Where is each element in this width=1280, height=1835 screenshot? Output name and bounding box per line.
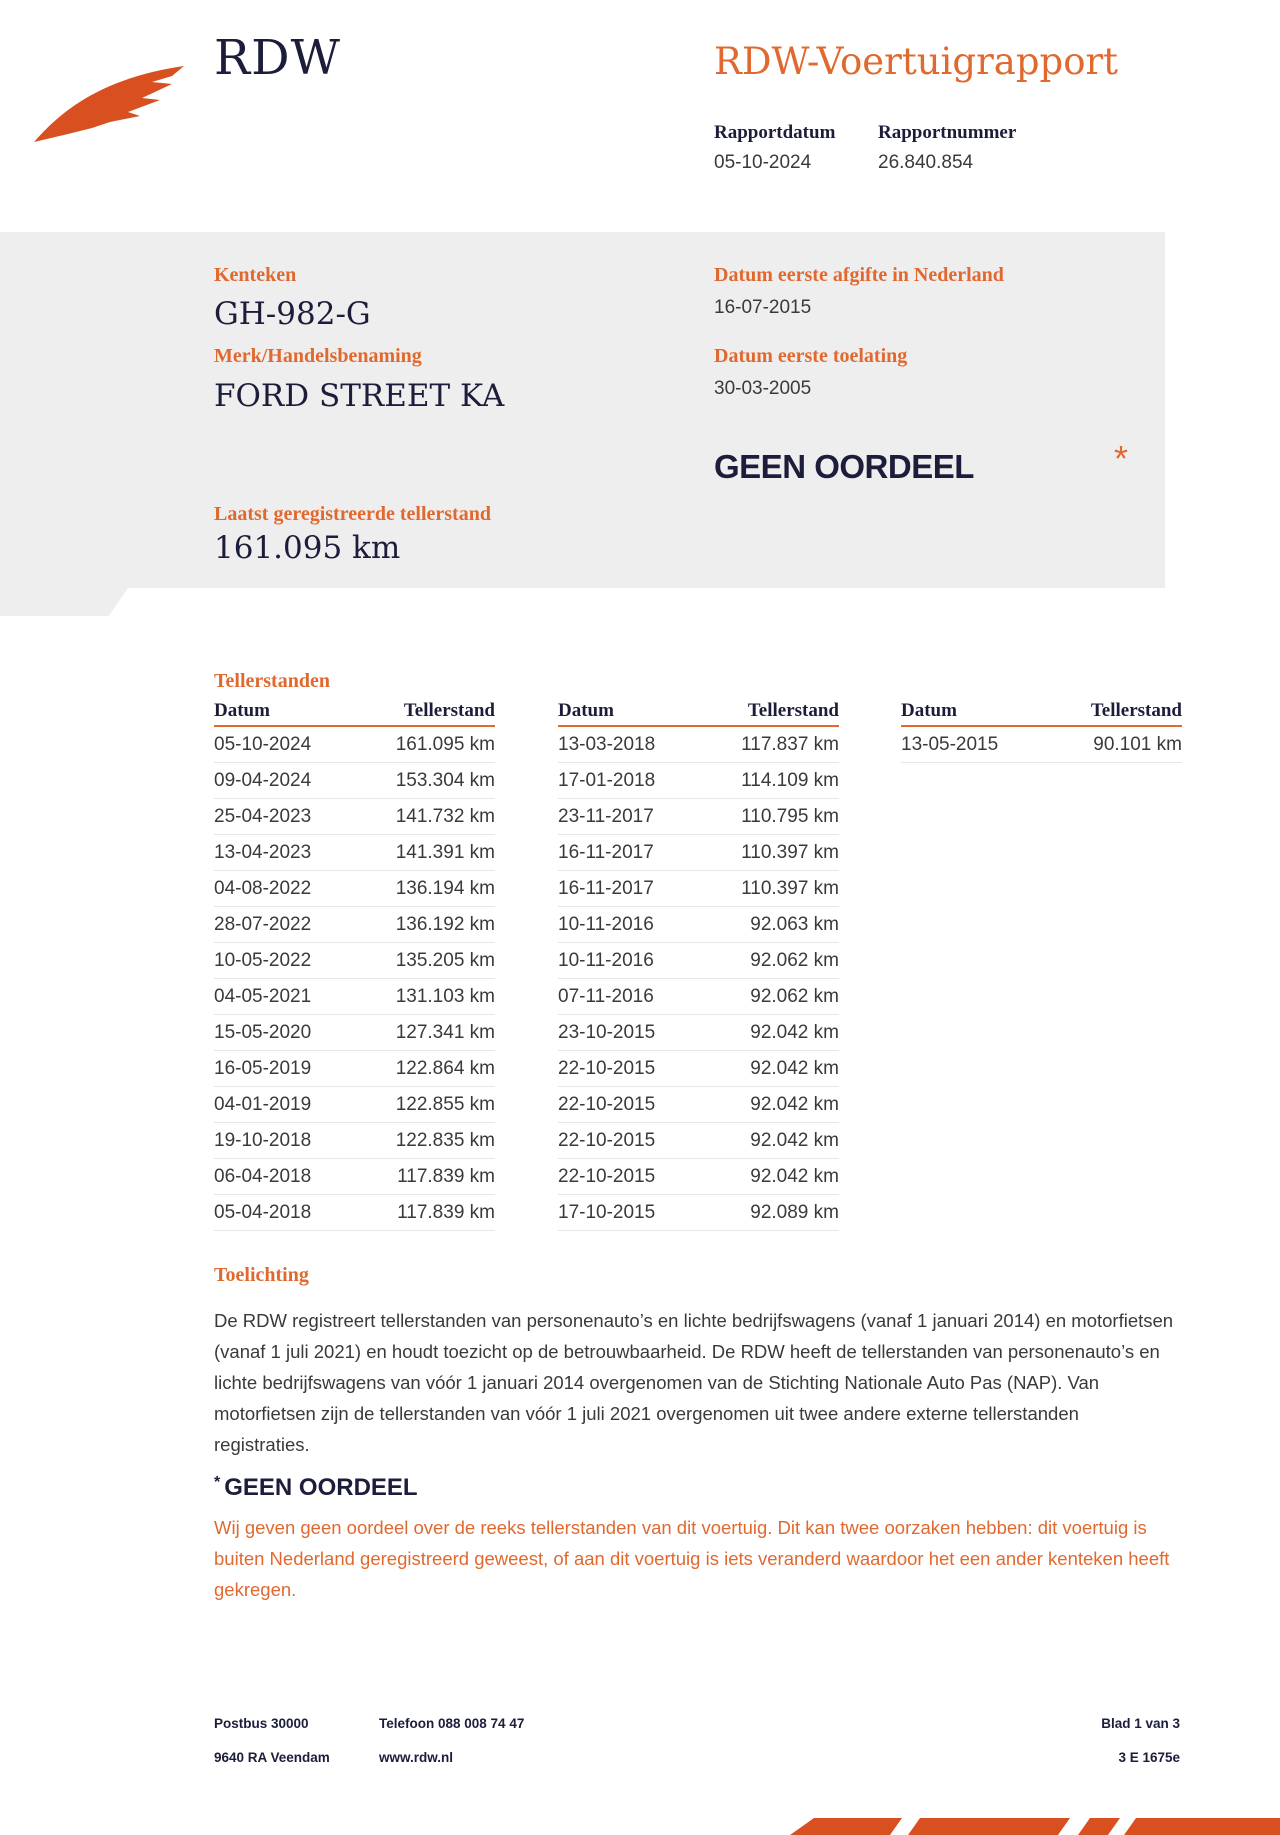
row-reading: 136.192 km <box>395 914 495 935</box>
table-row <box>558 1195 839 1231</box>
row-date: 16-05-2019 <box>214 1058 312 1079</box>
table-row <box>214 1051 495 1087</box>
table-row <box>214 1195 495 1231</box>
row-reading: 131.103 km <box>395 986 495 1007</box>
row-date: 22-10-2015 <box>558 1130 656 1151</box>
verdict-asterisk: * <box>1114 438 1129 479</box>
row-reading: 141.391 km <box>395 842 495 863</box>
license-plate: GH-982-G <box>214 296 371 332</box>
table-row <box>558 979 839 1015</box>
verdict-explanation: Wij geven geen oordeel over de reeks tellerstanden van dit voertuig. Dit kan twee oorzaken hebben: dit voertuig is buiten Nederland geregistreerd geweest, of aan dit voertuig is iets veranderd waardoor het een ander kenteken heeft gekregen. <box>214 1517 1170 1600</box>
row-reading: 92.089 km <box>750 1202 839 1223</box>
table-row <box>901 727 1182 763</box>
table-row <box>558 907 839 943</box>
row-reading: 161.095 km <box>395 734 495 755</box>
make-label: Merk/Handelsbenaming <box>214 345 422 367</box>
row-reading: 110.397 km <box>741 878 839 899</box>
header-date: Datum <box>214 700 270 721</box>
readings-column-3 <box>901 700 1182 763</box>
row-date: 19-10-2018 <box>214 1130 312 1151</box>
table-row <box>558 943 839 979</box>
table-row <box>558 1159 839 1195</box>
header-date: Datum <box>901 700 957 721</box>
row-reading: 90.101 km <box>1093 734 1182 755</box>
row-date: 17-01-2018 <box>558 770 656 791</box>
table-row <box>214 979 495 1015</box>
header-reading: Tellerstand <box>747 700 839 721</box>
verdict-heading <box>214 1474 418 1502</box>
row-date: 13-05-2015 <box>901 734 999 755</box>
table-row <box>214 1123 495 1159</box>
verdict-heading-asterisk: * <box>214 1474 221 1491</box>
row-reading: 92.042 km <box>750 1094 839 1115</box>
row-reading: 92.062 km <box>750 950 839 971</box>
row-reading: 92.042 km <box>750 1022 839 1043</box>
row-reading: 92.042 km <box>750 1166 839 1187</box>
footer-phone: Telefoon 088 008 74 47 <box>379 1716 525 1731</box>
table-row <box>558 727 839 763</box>
table-row <box>214 835 495 871</box>
row-reading: 117.839 km <box>397 1202 495 1223</box>
verdict-heading-text: GEEN OORDEEL <box>224 1474 418 1501</box>
row-date: 10-11-2016 <box>558 950 654 971</box>
first-issue-nl-label: Datum eerste afgifte in Nederland <box>714 264 1004 286</box>
header-reading: Tellerstand <box>1090 700 1182 721</box>
row-reading: 117.839 km <box>397 1166 495 1187</box>
table-row <box>214 1015 495 1051</box>
row-date: 07-11-2016 <box>558 986 654 1007</box>
last-reading-label: Laatst geregistreerde tellerstand <box>214 503 491 525</box>
row-date: 28-07-2022 <box>214 914 312 935</box>
row-date: 10-05-2022 <box>214 950 312 971</box>
first-issue-nl-value: 16-07-2015 <box>714 297 812 318</box>
table-row <box>558 871 839 907</box>
table-row <box>214 943 495 979</box>
row-date: 16-11-2017 <box>558 842 654 863</box>
table-row <box>214 871 495 907</box>
row-reading: 122.864 km <box>395 1058 495 1079</box>
row-date: 04-01-2019 <box>214 1094 312 1115</box>
table-row <box>558 1087 839 1123</box>
header-date: Datum <box>558 700 614 721</box>
row-reading: 92.042 km <box>750 1058 839 1079</box>
table-row <box>558 799 839 835</box>
last-reading-value: 161.095 km <box>214 530 401 566</box>
readings-header <box>901 700 1182 727</box>
row-date: 17-10-2015 <box>558 1202 656 1223</box>
plate-label: Kenteken <box>214 264 297 286</box>
row-date: 22-10-2015 <box>558 1166 656 1187</box>
table-row <box>558 1123 839 1159</box>
row-date: 04-05-2021 <box>214 986 312 1007</box>
first-admission-value: 30-03-2005 <box>714 378 812 399</box>
table-row <box>214 907 495 943</box>
report-date-value: 05-10-2024 <box>714 152 812 173</box>
row-date: 13-04-2023 <box>214 842 312 863</box>
report-number-value: 26.840.854 <box>878 152 974 173</box>
footer-stripes-decoration <box>790 1818 1280 1835</box>
report-title: RDW-Voertuigrapport <box>714 40 1119 83</box>
readings-header <box>214 700 495 727</box>
row-date: 23-10-2015 <box>558 1022 656 1043</box>
explanation-text: De RDW registreert tellerstanden van personenauto’s en lichte bedrijfswagens (vanaf 1 januari 2014) en motorfietsen (vanaf 1 juli 2021) en houdt toezicht op de betrouwbaarheid. De RDW heeft de tellerstanden van personenauto’s en lichte bedrijfswagens van vóór 1 januari 2014 overgenomen van de Stichting Nationale Auto Pas (NAP). Van motorfietsen zijn de tellerstanden van vóór 1 juli 2021 overgenomen uit twee andere externe tellerstanden registraties. <box>214 1310 1174 1455</box>
row-date: 05-10-2024 <box>214 734 312 755</box>
first-admission-label: Datum eerste toelating <box>714 345 908 367</box>
table-row <box>214 1159 495 1195</box>
vehicle-make: FORD STREET KA <box>214 378 505 414</box>
row-reading: 114.109 km <box>741 770 839 791</box>
table-row <box>214 727 495 763</box>
readings-column-2 <box>558 700 839 1231</box>
report-date-label: Rapportdatum <box>714 122 836 143</box>
row-reading: 92.042 km <box>750 1130 839 1151</box>
footer-page-number: Blad 1 van 3 <box>1101 1716 1180 1731</box>
row-date: 15-05-2020 <box>214 1022 312 1043</box>
table-row <box>558 1015 839 1051</box>
row-date: 04-08-2022 <box>214 878 312 899</box>
report-number-label: Rapportnummer <box>878 122 1017 143</box>
row-date: 10-11-2016 <box>558 914 654 935</box>
footer-website[interactable]: www.rdw.nl <box>379 1750 453 1765</box>
row-date: 22-10-2015 <box>558 1094 656 1115</box>
readings-title: Tellerstanden <box>214 670 330 692</box>
brand-name: RDW <box>214 30 341 86</box>
table-row <box>558 835 839 871</box>
readings-header <box>558 700 839 727</box>
row-reading: 127.341 km <box>395 1022 495 1043</box>
row-reading: 122.855 km <box>395 1094 495 1115</box>
row-date: 06-04-2018 <box>214 1166 312 1187</box>
row-reading: 135.205 km <box>395 950 495 971</box>
footer-city: 9640 RA Veendam <box>214 1750 330 1765</box>
table-row <box>558 1051 839 1087</box>
row-date: 05-04-2018 <box>214 1202 312 1223</box>
row-reading: 92.063 km <box>750 914 839 935</box>
row-reading: 117.837 km <box>741 734 839 755</box>
row-date: 16-11-2017 <box>558 878 654 899</box>
footer-code: 3 E 1675e <box>1118 1750 1180 1765</box>
table-row <box>214 799 495 835</box>
rdw-logo-icon <box>32 58 192 144</box>
row-date: 13-03-2018 <box>558 734 656 755</box>
footer-postbus: Postbus 30000 <box>214 1716 309 1731</box>
readings-column-1 <box>214 700 495 1231</box>
table-row <box>558 763 839 799</box>
table-row <box>214 1087 495 1123</box>
row-reading: 141.732 km <box>395 806 495 827</box>
row-reading: 110.397 km <box>741 842 839 863</box>
row-date: 09-04-2024 <box>214 770 312 791</box>
panel-tab-decoration <box>0 588 128 616</box>
row-reading: 92.062 km <box>750 986 839 1007</box>
row-reading: 110.795 km <box>741 806 839 827</box>
explanation-title: Toelichting <box>214 1264 309 1286</box>
row-reading: 122.835 km <box>395 1130 495 1151</box>
row-date: 22-10-2015 <box>558 1058 656 1079</box>
verdict-text: GEEN OORDEEL <box>714 448 974 485</box>
row-date: 23-11-2017 <box>558 806 654 827</box>
row-reading: 153.304 km <box>395 770 495 791</box>
table-row <box>214 763 495 799</box>
row-date: 25-04-2023 <box>214 806 312 827</box>
header-reading: Tellerstand <box>403 700 495 721</box>
row-reading: 136.194 km <box>395 878 495 899</box>
